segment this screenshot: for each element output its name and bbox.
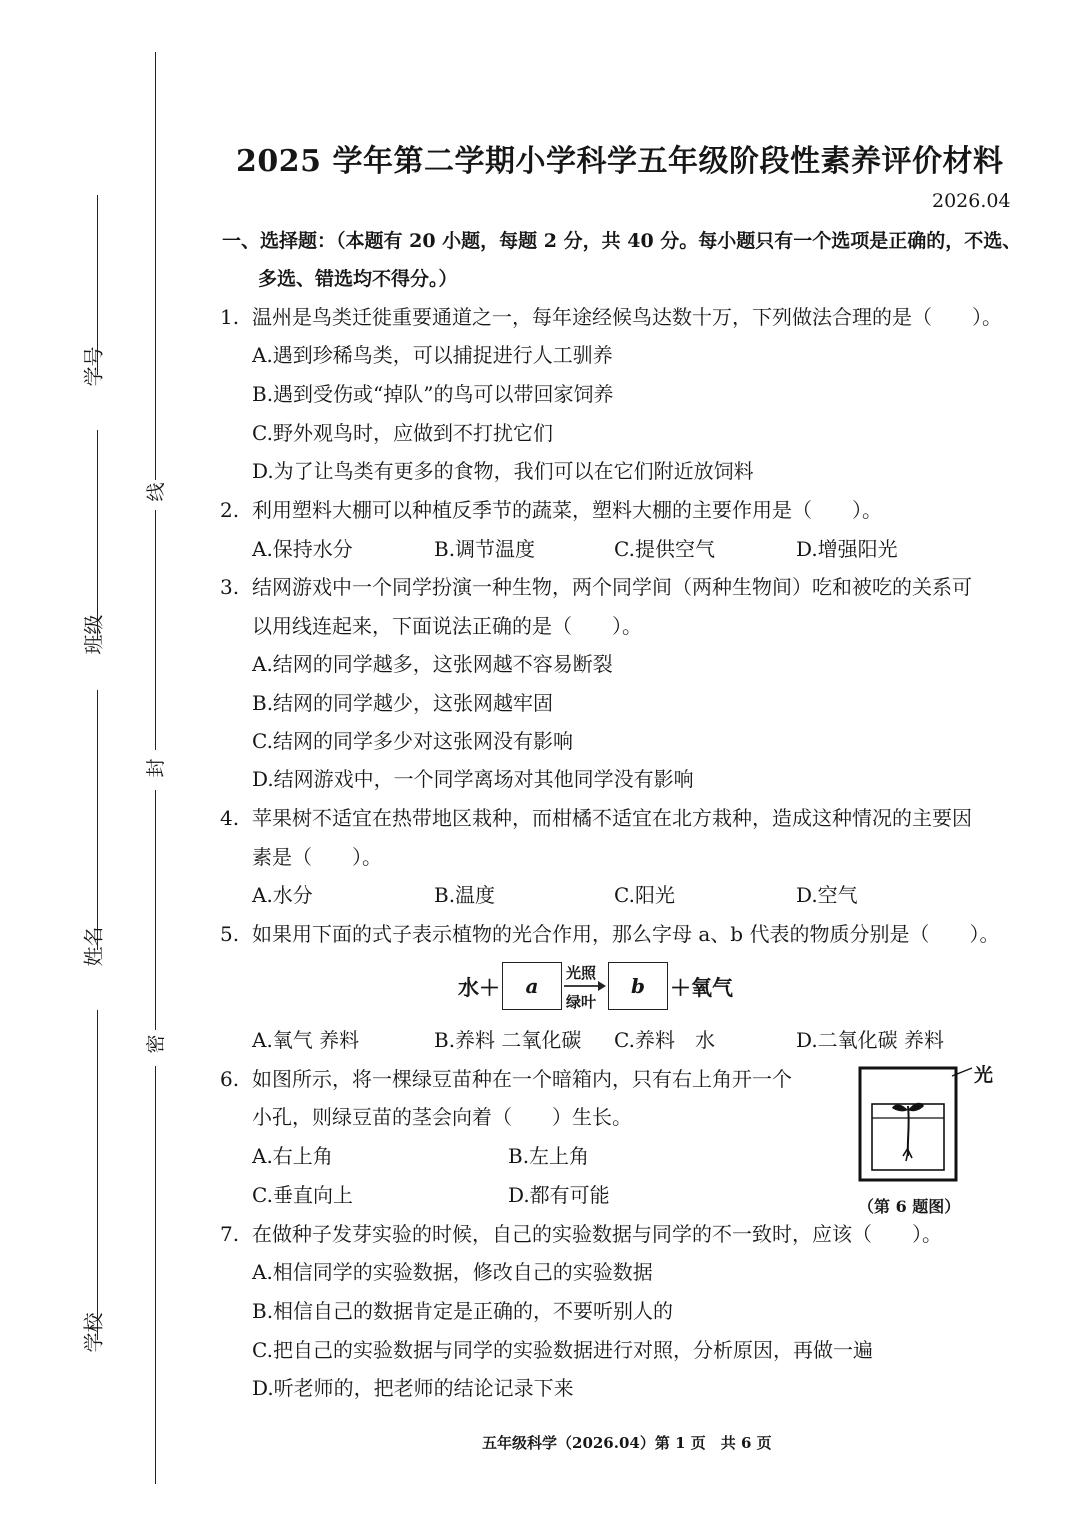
question-number: 6. xyxy=(220,1067,240,1091)
binding-char-mi: 密 xyxy=(145,1034,167,1054)
page-title: 2025 学年第二学期小学科学五年级阶段性素养评价材料 xyxy=(236,144,1004,179)
question-stem-cont: 素是（ ）。 xyxy=(252,845,382,869)
option-c[interactable]: C.阳光 xyxy=(614,883,675,907)
question-number: 4. xyxy=(220,806,240,830)
option-b[interactable]: B.温度 xyxy=(434,883,496,907)
formula-box-a: a xyxy=(502,962,562,1010)
binding-char-feng: 封 xyxy=(145,758,167,778)
question-number: 7. xyxy=(220,1222,240,1246)
option-d[interactable]: D.都有可能 xyxy=(508,1183,610,1207)
field-rule xyxy=(97,1010,98,1340)
exam-date: 2026.04 xyxy=(932,190,1011,212)
option-b[interactable]: B.调节温度 xyxy=(434,537,536,561)
question-stem: 温州是鸟类迁徙重要通道之一，每年途经候鸟达数十万，下列做法合理的是（ ）。 xyxy=(252,305,1002,329)
field-label: 学校 xyxy=(81,1312,106,1353)
field-label: 姓名 xyxy=(81,926,106,967)
section-heading: 一、选择题：（本题有 20 小题，每题 2 分，共 40 分。每小题只有一个选项是正确的，不选、 xyxy=(222,230,1022,252)
field-label: 班级 xyxy=(81,614,106,655)
binding-char-xian: 线 xyxy=(145,482,167,502)
page-footer: 五年级科学（2026.04）第 1 页 共 6 页 xyxy=(482,1434,772,1452)
option-c[interactable]: C.野外观鸟时，应做到不打扰它们 xyxy=(252,421,553,445)
option-b[interactable]: B.相信自己的数据肯定是正确的，不要听别人的 xyxy=(252,1299,674,1323)
option-c[interactable]: C.垂直向上 xyxy=(252,1183,353,1207)
formula-right: ＋氧气 xyxy=(670,975,733,1000)
figure-caption: （第 6 题图） xyxy=(858,1197,961,1216)
option-b[interactable]: B.养料 二氧化碳 xyxy=(434,1028,582,1052)
option-d[interactable]: D.增强阳光 xyxy=(796,537,898,561)
question-stem: 如果用下面的式子表示植物的光合作用，那么字母 a、b 代表的物质分别是（ ）。 xyxy=(252,922,1000,946)
binding-line xyxy=(155,790,156,1030)
formula-left: 水＋ xyxy=(458,975,500,1000)
option-d[interactable]: D.为了让鸟类有更多的食物，我们可以在它们附近放饲料 xyxy=(252,459,754,483)
option-a[interactable]: A.水分 xyxy=(252,883,313,907)
option-c[interactable]: C.结网的同学多少对这张网没有影响 xyxy=(252,729,573,753)
option-c[interactable]: C.把自己的实验数据与同学的实验数据进行对照，分析原因，再做一遍 xyxy=(252,1338,873,1362)
question-stem: 利用塑料大棚可以种植反季节的蔬菜，塑料大棚的主要作用是（ ）。 xyxy=(252,498,882,522)
option-c[interactable]: C.提供空气 xyxy=(614,537,715,561)
field-rule xyxy=(97,430,98,640)
binding-line xyxy=(155,52,156,480)
option-c[interactable]: C.养料 水 xyxy=(614,1028,715,1052)
question-stem-cont: 以用线连起来，下面说法正确的是（ ）。 xyxy=(252,614,642,638)
question-stem: 结网游戏中一个同学扮演一种生物，两个同学间（两种生物间）吃和被吃的关系可 xyxy=(252,575,972,599)
figure-light-label: 光 xyxy=(974,1064,994,1086)
option-d[interactable]: D.空气 xyxy=(796,883,858,907)
option-d[interactable]: D.听老师的，把老师的结论记录下来 xyxy=(252,1376,574,1400)
option-b[interactable]: B.左上角 xyxy=(508,1144,590,1168)
binding-line xyxy=(155,1066,156,1484)
option-d[interactable]: D.二氧化碳 养料 xyxy=(796,1028,945,1052)
option-a[interactable]: A.遇到珍稀鸟类，可以捕捉进行人工驯养 xyxy=(252,343,613,367)
option-a[interactable]: A.保持水分 xyxy=(252,537,353,561)
section-heading-cont: 多选、错选均不得分。） xyxy=(258,268,458,290)
question-stem: 苹果树不适宜在热带地区栽种，而柑橘不适宜在北方栽种，造成这种情况的主要因 xyxy=(252,806,972,830)
question-number: 2. xyxy=(220,498,240,522)
option-a[interactable]: A.右上角 xyxy=(252,1144,333,1168)
question-number: 5. xyxy=(220,922,240,946)
formula-condition-above: 光照 xyxy=(566,964,597,982)
option-b[interactable]: B.结网的同学越少，这张网越牢固 xyxy=(252,691,554,715)
question-number: 1. xyxy=(220,305,240,329)
field-rule xyxy=(97,690,98,950)
question-stem-cont: 小孔，则绿豆苗的茎会向着（ ）生长。 xyxy=(252,1105,632,1129)
binding-line xyxy=(155,510,156,750)
option-b[interactable]: B.遇到受伤或“掉队”的鸟可以带回家饲养 xyxy=(252,382,614,406)
formula-condition-below: 绿叶 xyxy=(566,993,597,1011)
option-a[interactable]: A.结网的同学越多，这张网越不容易断裂 xyxy=(252,652,613,676)
option-a[interactable]: A.相信同学的实验数据，修改自己的实验数据 xyxy=(252,1260,653,1284)
formula-box-b: b xyxy=(608,962,668,1010)
question-number: 3. xyxy=(220,575,240,599)
option-d[interactable]: D.结网游戏中，一个同学离场对其他同学没有影响 xyxy=(252,767,694,791)
option-a[interactable]: A.氧气 养料 xyxy=(252,1028,360,1052)
question-stem: 如图所示，将一棵绿豆苗种在一个暗箱内，只有右上角开一个 xyxy=(252,1067,792,1091)
field-label: 学号 xyxy=(81,346,106,387)
question-stem: 在做种子发芽实验的时候，自己的实验数据与同学的不一致时，应该（ ）。 xyxy=(252,1222,942,1246)
reaction-arrow-icon xyxy=(562,980,608,992)
